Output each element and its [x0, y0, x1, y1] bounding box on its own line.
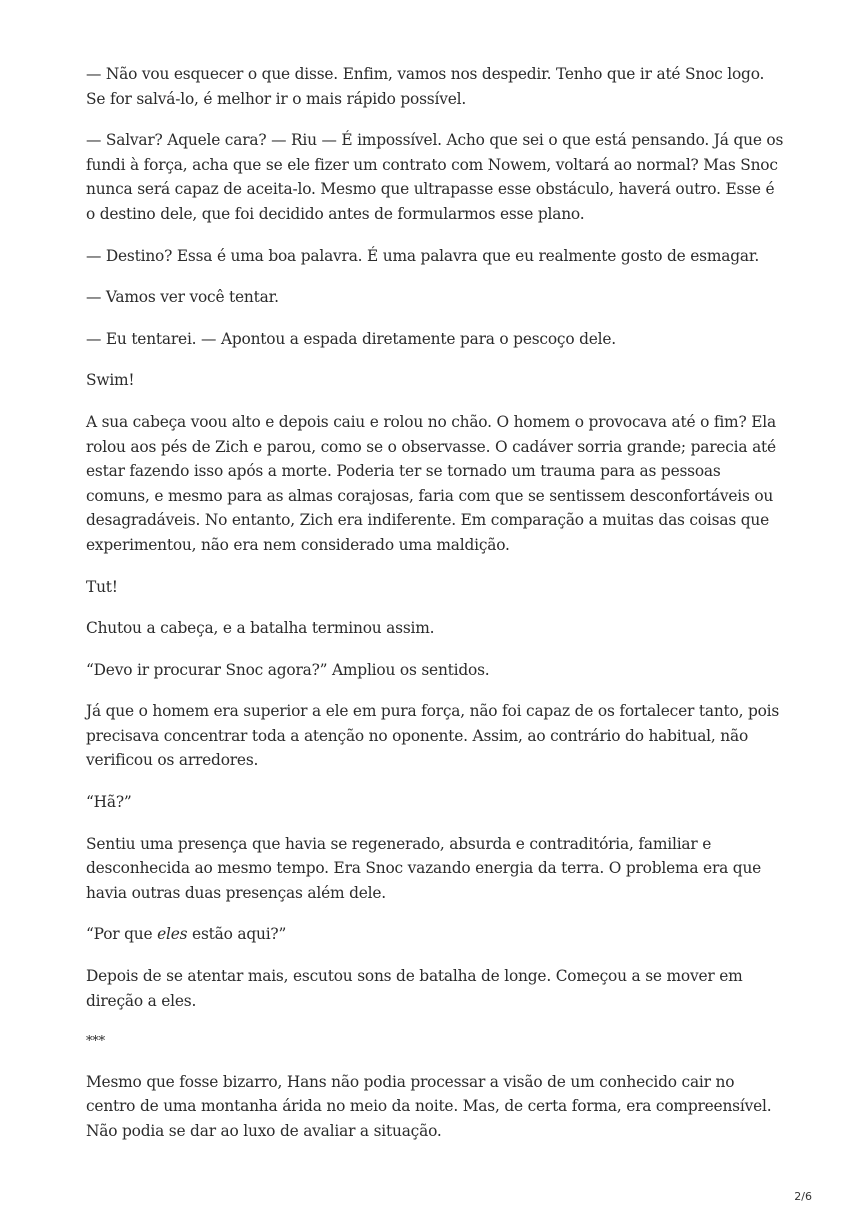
- emphasis-text: eles: [157, 925, 188, 944]
- paragraph: Chutou a cabeça, e a batalha terminou assim.: [86, 619, 435, 638]
- paragraph: Tut!: [86, 577, 118, 596]
- paragraph: “Hã?”: [86, 793, 132, 812]
- paragraph: — Vamos ver você tentar.: [86, 288, 279, 307]
- paragraph: — Destino? Essa é uma boa palavra. É uma palavra que eu realmente gosto de esmagar.: [86, 246, 760, 265]
- paragraph: — Não vou esquecer o que disse. Enfim, vamos nos despedir. Tenho que ir até Snoc logo. Se for salvá-lo, é melhor ir o mais rápido possível.: [86, 65, 765, 108]
- paragraph: A sua cabeça voou alto e depois caiu e rolou no chão. O homem o provocava até o fim? Ela rolou aos pés de Zich e parou, como se o observasse. O cadáver sorria grande; parecia até estar fazendo isso após a morte. Poderia ter se tornado um trauma para as pessoas comuns, e mesmo para as almas corajosas, faria com que se sentissem desconfortáveis ou desagradáveis. No entanto, Zich era indiferente. Em comparação a muitas das coisas que experimentou, não era nem considerado uma maldição.: [86, 412, 776, 554]
- paragraph-text: “Por que: [86, 925, 158, 944]
- paragraph-text: estão aqui?”: [187, 925, 287, 944]
- paragraph: “Devo ir procurar Snoc agora?” Ampliou os sentidos.: [86, 660, 490, 679]
- document-body: [86, 62, 786, 1161]
- paragraph: Sentiu uma presença que havia se regenerado, absurda e contraditória, familiar e desconhecida ao mesmo tempo. Era Snoc vazando energia da terra. O problema era que havia outras duas presenças além dele.: [86, 834, 762, 902]
- paragraph: Swim!: [86, 371, 135, 390]
- paragraph: — Salvar? Aquele cara? — Riu — É impossível. Acho que sei o que está pensando. Já que os fundi à força, acha que se ele fizer um contrato com Nowem, voltará ao normal? Mas Snoc nunca será capaz de aceita-lo. Mesmo que ultrapasse esse obstáculo, haverá outro. Esse é o destino dele, que foi decidido antes de formularmos esse plano.: [86, 131, 784, 223]
- section-separator: ***: [86, 1034, 105, 1050]
- paragraph: — Eu tentarei. — Apontou a espada diretamente para o pescoço dele.: [86, 329, 616, 348]
- paragraph: Já que o homem era superior a ele em pura força, não foi capaz de os fortalecer tanto, pois precisava concentrar toda a atenção no oponente. Assim, ao contrário do habitual, não verificou os arredores.: [86, 702, 780, 770]
- page-number: 2/6: [794, 1190, 812, 1203]
- paragraph: [86, 922, 786, 947]
- paragraph: Depois de se atentar mais, escutou sons de batalha de longe. Começou a se mover em direção a eles.: [86, 967, 743, 1010]
- paragraph: Mesmo que fosse bizarro, Hans não podia processar a visão de um conhecido cair no centro de uma montanha árida no meio da noite. Mas, de certa forma, era compreensível. Não podia se dar ao luxo de avaliar a situação.: [86, 1072, 772, 1140]
